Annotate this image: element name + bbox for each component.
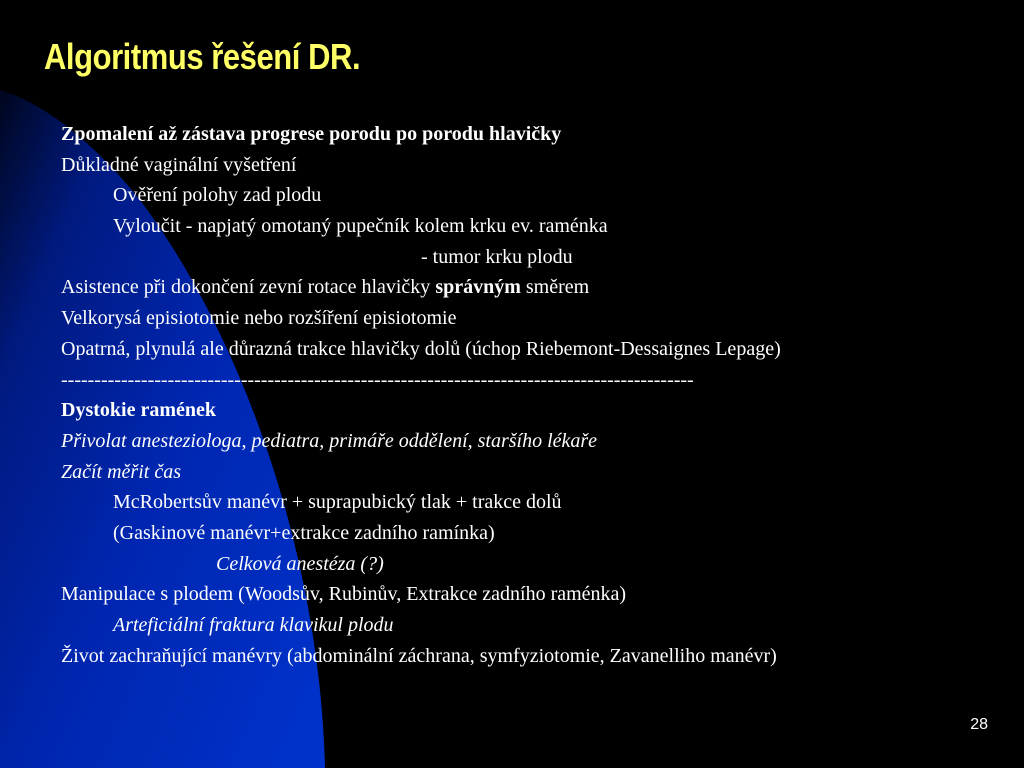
content-text: Asistence při dokončení zevní rotace hlavičky (61, 276, 436, 299)
content-line: Celková anestéza (?) (216, 552, 384, 575)
content-line: Začít měřit čas (61, 460, 181, 483)
content-line: Život zachraňující manévry (abdominální záchrana, symfyziotomie, Zavanelliho manévr) (61, 644, 777, 667)
content-line: Opatrná, plynulá ale důrazná trakce hlavičky dolů (úchop Riebemont-Dessaignes Lepage) (61, 337, 781, 360)
slide-title: Algoritmus řešení DR. (44, 36, 361, 77)
section-heading: Dystokie ramének (61, 399, 216, 422)
slide-content (61, 119, 1011, 671)
page-number: 28 (970, 716, 988, 733)
content-line: Manipulace s plodem (Woodsův, Rubinův, Extrakce zadního raménka) (61, 583, 627, 606)
emphasis-text: správným (435, 276, 521, 299)
content-line (61, 272, 1011, 303)
content-text: směrem (520, 276, 590, 299)
content-line: Důkladné vaginální vyšetření (61, 153, 297, 176)
content-line: Velkorysá episiotomie nebo rozšíření episiotomie (61, 307, 457, 330)
content-line: (Gaskinové manévr+extrakce zadního ramínka) (113, 521, 495, 544)
content-line: - tumor krku plodu (421, 245, 573, 268)
content-line: McRobertsův manévr + suprapubický tlak + trakce dolů (113, 491, 562, 514)
divider-line: ----------------------------------------------------------------------------------------------- (61, 368, 694, 391)
content-line: Arteficiální fraktura klavikul plodu (113, 614, 394, 636)
content-line: Přivolat anesteziologa, pediatra, primáře oddělení, staršího lékaře (61, 429, 598, 452)
content-line: Zpomalení až zástava progrese porodu po porodu hlavičky (61, 123, 562, 145)
content-line: Ověření polohy zad plodu (113, 184, 322, 207)
content-line: Vyloučit - napjatý omotaný pupečník kolem krku ev. raménka (113, 215, 608, 238)
